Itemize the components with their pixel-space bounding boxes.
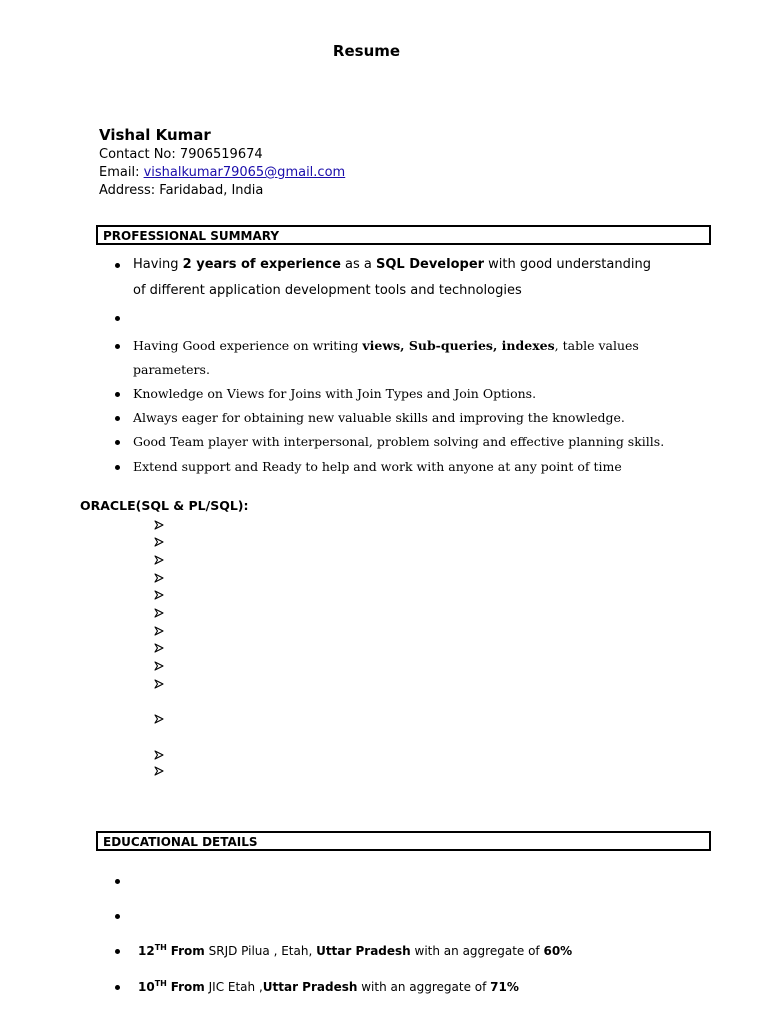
bullet-icon	[115, 440, 120, 445]
summary-text: with good understanding	[484, 257, 651, 272]
bullet-icon	[115, 344, 120, 349]
bullet-icon	[115, 879, 120, 884]
summary-item-experience-line2: of different application development tools and technologies	[133, 283, 522, 298]
edu-school: SRJD Pilua , Etah,	[204, 944, 317, 958]
edu-from: From	[170, 980, 205, 994]
bullet-icon	[115, 416, 120, 421]
summary-text: Having	[133, 257, 183, 272]
professional-summary-header	[96, 225, 711, 245]
email-line	[99, 165, 345, 180]
arrow-bullet-icon	[154, 679, 164, 689]
bullet-icon	[115, 392, 120, 397]
edu-text: with an aggregate of	[410, 944, 544, 958]
summary-item-learning: Always eager for obtaining new valuable skills and improving the knowledge.	[133, 410, 625, 425]
summary-text: as a	[340, 257, 376, 272]
summary-item-joins: Knowledge on Views for Joins with Join Types and Join Options.	[133, 386, 537, 401]
edu-grade-suffix: TH	[154, 943, 167, 952]
bullet-icon	[115, 465, 120, 470]
edu-score: 71%	[490, 980, 519, 994]
arrow-bullet-icon	[154, 573, 164, 583]
section-title: EDUCATIONAL DETAILS	[103, 835, 258, 849]
document-title: Resume	[332, 42, 401, 60]
summary-item-views	[133, 338, 639, 353]
email-link[interactable]: vishalkumar79065@gmail.com	[143, 165, 346, 180]
bullet-icon	[115, 985, 120, 990]
edu-state: Uttar Pradesh	[262, 980, 358, 994]
arrow-bullet-icon	[154, 714, 164, 724]
edu-grade: 10	[138, 980, 155, 994]
oracle-heading: ORACLE(SQL & PL/SQL):	[80, 498, 249, 513]
arrow-bullet-icon	[154, 520, 164, 530]
arrow-bullet-icon	[154, 537, 164, 547]
address-label: Address:	[99, 183, 156, 198]
edu-grade: 12	[138, 944, 155, 958]
arrow-bullet-icon	[154, 626, 164, 636]
contact-number	[99, 147, 263, 162]
bullet-icon	[115, 949, 120, 954]
edu-score: 60%	[543, 944, 573, 958]
bullet-icon	[115, 316, 120, 321]
summary-bold-years: 2 years of experience	[182, 257, 341, 272]
arrow-bullet-icon	[154, 766, 164, 776]
summary-item-teamwork: Good Team player with interpersonal, problem solving and effective planning skills.	[133, 434, 665, 449]
arrow-bullet-icon	[154, 750, 164, 760]
section-title: PROFESSIONAL SUMMARY	[103, 229, 280, 243]
bullet-icon	[115, 914, 120, 919]
edu-grade-suffix: TH	[154, 979, 167, 988]
candidate-name: Vishal Kumar	[99, 126, 211, 144]
arrow-bullet-icon	[154, 643, 164, 653]
email-label: Email:	[99, 165, 140, 180]
bullet-icon	[115, 263, 120, 268]
summary-bold-skills: views, Sub-queries, indexes	[362, 338, 555, 353]
edu-state: Uttar Pradesh	[316, 944, 411, 958]
summary-item-views-line2: parameters.	[133, 362, 210, 377]
arrow-bullet-icon	[154, 661, 164, 671]
arrow-bullet-icon	[154, 608, 164, 618]
address-line	[99, 183, 263, 198]
education-item-10th	[138, 979, 519, 994]
summary-item-support: Extend support and Ready to help and work with anyone at any point of time	[133, 459, 622, 474]
summary-bold-role: SQL Developer	[376, 257, 485, 272]
educational-details-header	[96, 831, 711, 851]
edu-text: with an aggregate of	[357, 980, 491, 994]
contact-label: Contact No:	[99, 147, 176, 162]
address-value: Faridabad, India	[159, 183, 264, 198]
summary-item-experience	[133, 257, 651, 272]
summary-text: , table values	[554, 338, 639, 353]
contact-value: 7906519674	[179, 147, 263, 162]
arrow-bullet-icon	[154, 555, 164, 565]
arrow-bullet-icon	[154, 590, 164, 600]
summary-text: Having Good experience on writing	[133, 338, 363, 353]
education-item-12th	[138, 943, 572, 958]
edu-from: From	[170, 944, 205, 958]
edu-school: JIC Etah ,	[204, 980, 263, 994]
